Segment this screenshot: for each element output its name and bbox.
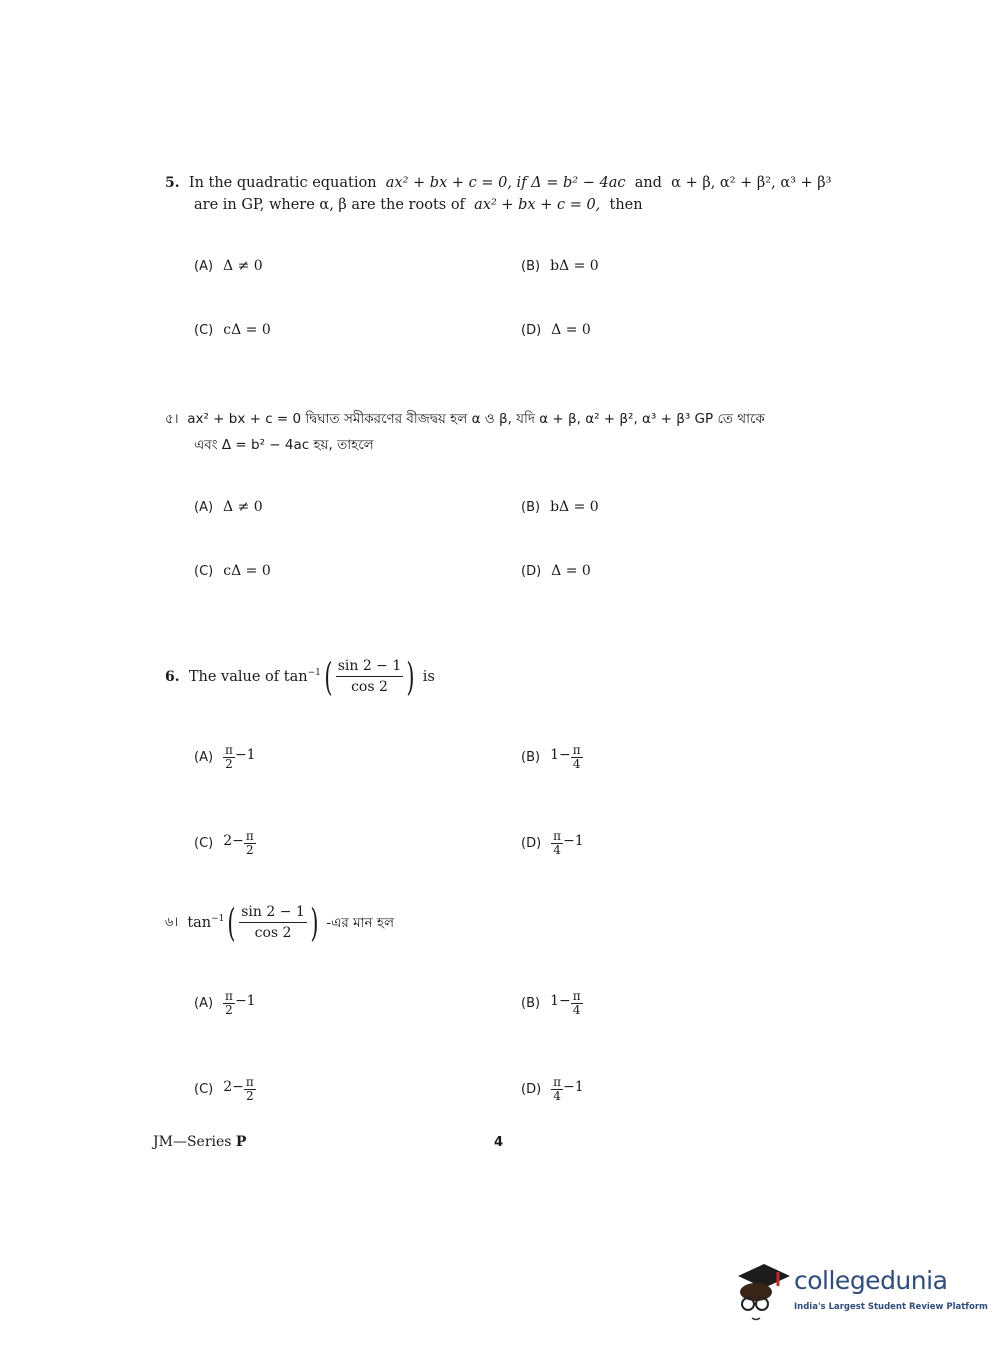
q5-line1: 5. In the quadratic equation ax² + bx + c = 0, if Δ = b² − 4ac and α + β, α² + β², α³ + β³	[165, 175, 832, 191]
mascot-graduation-cap-icon	[734, 1254, 792, 1322]
page-number: 4	[494, 1135, 504, 1150]
q6-bn-fraction: ( $\frac{\sin 2 - 1}{\cos 2}$ )	[227, 900, 319, 945]
q5-option-d[interactable]: (D) Δ = 0	[521, 322, 591, 338]
series-label: JM—Series P	[153, 1134, 247, 1150]
q5-line2: are in GP, where α, β are the roots of ax² + bx + c = 0, then	[194, 197, 643, 213]
q6-line: 6. The value of $\tan^{-1}$ ( $\frac{\sin 2 - 1}{\cos 2}$ ) is	[165, 654, 435, 699]
q6-bn-option-a[interactable]: (A) $\frac{\pi}{2}$ −1	[194, 989, 256, 1017]
q5-bn-line2: এবং Δ = b² − 4ac হয়, তাহলে	[194, 437, 374, 453]
q6-option-a[interactable]: (A) $\frac{\pi}{2}$ −1	[194, 743, 256, 771]
q5-number: 5.	[165, 175, 180, 191]
q5-option-a[interactable]: (A) Δ ≠ 0	[194, 258, 263, 274]
q6-bn-number: ৬।	[165, 914, 179, 930]
right-paren-icon: )	[310, 900, 319, 945]
q5-bn-option-b[interactable]: (B) bΔ = 0	[521, 499, 599, 515]
left-paren-icon: (	[227, 900, 236, 945]
collegedunia-logo	[734, 1254, 988, 1326]
q6-bn-option-b[interactable]: (B) 1− $\frac{\pi}{4}$	[521, 989, 581, 1017]
q5-option-c[interactable]: (C) cΔ = 0	[194, 322, 271, 338]
logo-wordmark: collegedunia	[794, 1266, 948, 1295]
left-paren-icon: (	[324, 654, 333, 699]
q5-option-b[interactable]: (B) bΔ = 0	[521, 258, 599, 274]
q6-option-b[interactable]: (B) 1− $\frac{\pi}{4}$	[521, 743, 581, 771]
q5-bn-line1: ৫। ax² + bx + c = 0 দ্বিঘাত সমীকরণের বীজদ্বয় হল α ও β, যদি α + β, α² + β², α³ + β³ GP তে থাকে	[165, 411, 765, 427]
q6-option-d[interactable]: (D) $\frac{\pi}{4}$ −1	[521, 829, 584, 857]
right-paren-icon: )	[406, 654, 415, 699]
q5-bn-option-c[interactable]: (C) cΔ = 0	[194, 563, 271, 579]
q6-bn-function: $\tan^{-1}$	[187, 913, 225, 931]
q6-option-c[interactable]: (C) 2− $\frac{\pi}{2}$	[194, 829, 254, 857]
q6-function: $\tan^{-1}$	[283, 667, 321, 685]
logo-tagline: India's Largest Student Review Platform	[794, 1302, 988, 1312]
q5-bn-number: ৫।	[165, 411, 179, 427]
q6-bn-option-c[interactable]: (C) 2− $\frac{\pi}{2}$	[194, 1075, 254, 1103]
q6-bn-line: ৬। $\tan^{-1}$ ( $\frac{\sin 2 - 1}{\cos 2}$ ) -এর মান হল	[165, 900, 395, 945]
q5-gp-terms: α + β, α² + β², α³ + β³	[671, 175, 832, 191]
q5-bn-option-d[interactable]: (D) Δ = 0	[521, 563, 591, 579]
q6-fraction: ( $\frac{\sin 2 - 1}{\cos 2}$ )	[324, 654, 415, 699]
q5-equation: ax² + bx + c = 0, if Δ = b² − 4ac	[385, 175, 626, 191]
q6-number: 6.	[165, 668, 180, 685]
q5-bn-option-a[interactable]: (A) Δ ≠ 0	[194, 499, 263, 515]
q6-bn-option-d[interactable]: (D) $\frac{\pi}{4}$ −1	[521, 1075, 584, 1103]
